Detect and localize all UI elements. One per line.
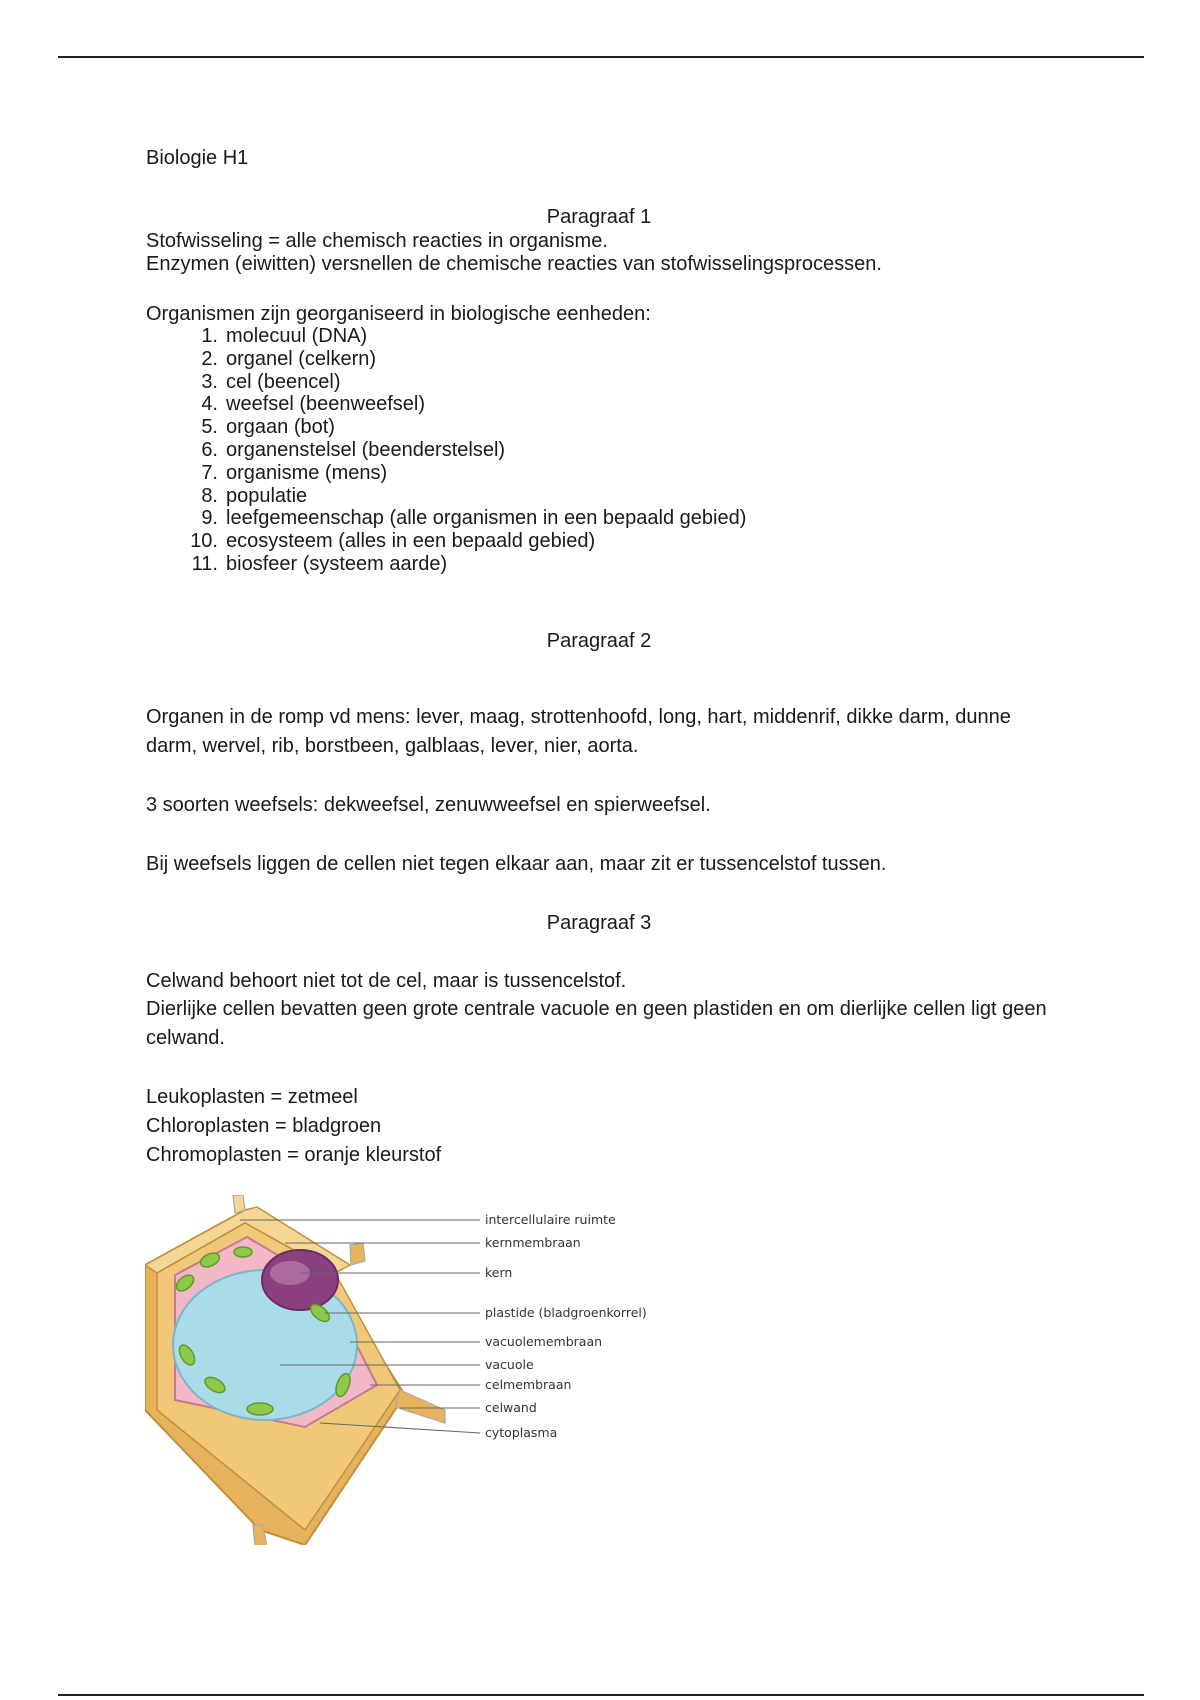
list-item: 8. populatie xyxy=(201,484,308,507)
weefsels-text: 3 soorten weefsels: dekweefsel, zenuwweefsel en spierweefsel. xyxy=(146,794,711,816)
dierlijke-cellen-text: Dierlijke cellen bevatten geen grote centrale vacuole en geen plastiden en om dierlijke cellen ligt geen celwand. xyxy=(146,998,1047,1049)
plastid xyxy=(234,1247,252,1257)
document-title: Biologie H1 xyxy=(146,147,249,169)
diagram-label: vacuolemembraan xyxy=(485,1334,603,1349)
intercellular-wall xyxy=(233,1195,245,1213)
list-item: 7. organisme (mens) xyxy=(201,461,388,484)
list-item: 10. ecosysteem (alles in een bepaald gebied) xyxy=(190,530,596,553)
heading-paragraaf-1: Paragraaf 1 xyxy=(546,206,652,228)
heading-paragraaf-3: Paragraaf 3 xyxy=(546,912,652,934)
diagram-label: celmembraan xyxy=(485,1377,572,1392)
organen-text: Organen in de romp vd mens: lever, maag, strottenhoofd, long, hart, middenrif, dikke darm, dunne darm, wervel, rib, borstbeen, galblaas, lever, nier, aorta. xyxy=(146,706,1011,757)
diagram-label: vacuole xyxy=(485,1357,534,1372)
plastid xyxy=(247,1403,273,1415)
plant-cell-diagram xyxy=(145,1195,665,1545)
stofwisseling-text: Stofwisseling = alle chemisch reacties in organisme. xyxy=(146,230,608,252)
enzymen-text: Enzymen (eiwitten) versnellen de chemische reacties van stofwisselingsprocessen. xyxy=(146,253,882,275)
diagram-label: kern xyxy=(485,1265,513,1280)
list-item: 5. orgaan (bot) xyxy=(201,416,335,439)
diagram-label: celwand xyxy=(485,1400,537,1415)
bottom-rule xyxy=(58,1694,1144,1696)
leukoplasten-text: Leukoplasten = zetmeel xyxy=(146,1086,358,1108)
tussencelstof-text: Bij weefsels liggen de cellen niet tegen elkaar aan, maar zit er tussencelstof tussen. xyxy=(146,853,887,875)
list-item: 1. molecuul (DNA) xyxy=(201,325,368,347)
intercellular-wall xyxy=(350,1243,365,1265)
organisatie-intro: Organismen zijn georganiseerd in biologische eenheden: xyxy=(146,303,651,325)
top-rule xyxy=(58,56,1144,58)
biological-levels-list xyxy=(182,325,746,576)
list-item: 4. weefsel (beenweefsel) xyxy=(201,393,425,416)
celwand-text: Celwand behoort niet tot de cel, maar is tussencelstof. xyxy=(146,970,627,992)
list-item: 3. cel (beencel) xyxy=(201,370,341,393)
heading-paragraaf-2: Paragraaf 2 xyxy=(546,630,652,652)
diagram-label: plastide (bladgroenkorrel) xyxy=(485,1305,647,1320)
diagram-label: kernmembraan xyxy=(485,1235,581,1250)
chromoplasten-text: Chromoplasten = oranje kleurstof xyxy=(146,1144,442,1166)
diagram-label: intercellulaire ruimte xyxy=(485,1212,616,1227)
list-item: 11. biosfeer (systeem aarde) xyxy=(191,552,448,575)
list-item: 2. organel (celkern) xyxy=(201,347,377,370)
intercellular-wall xyxy=(395,1390,445,1423)
list-item: 6. organenstelsel (beenderstelsel) xyxy=(201,438,506,461)
list-item: 9. leefgemeenschap (alle organismen in een bepaald gebied) xyxy=(201,507,747,530)
diagram-label: cytoplasma xyxy=(485,1425,558,1440)
chloroplasten-text: Chloroplasten = bladgroen xyxy=(146,1115,382,1137)
